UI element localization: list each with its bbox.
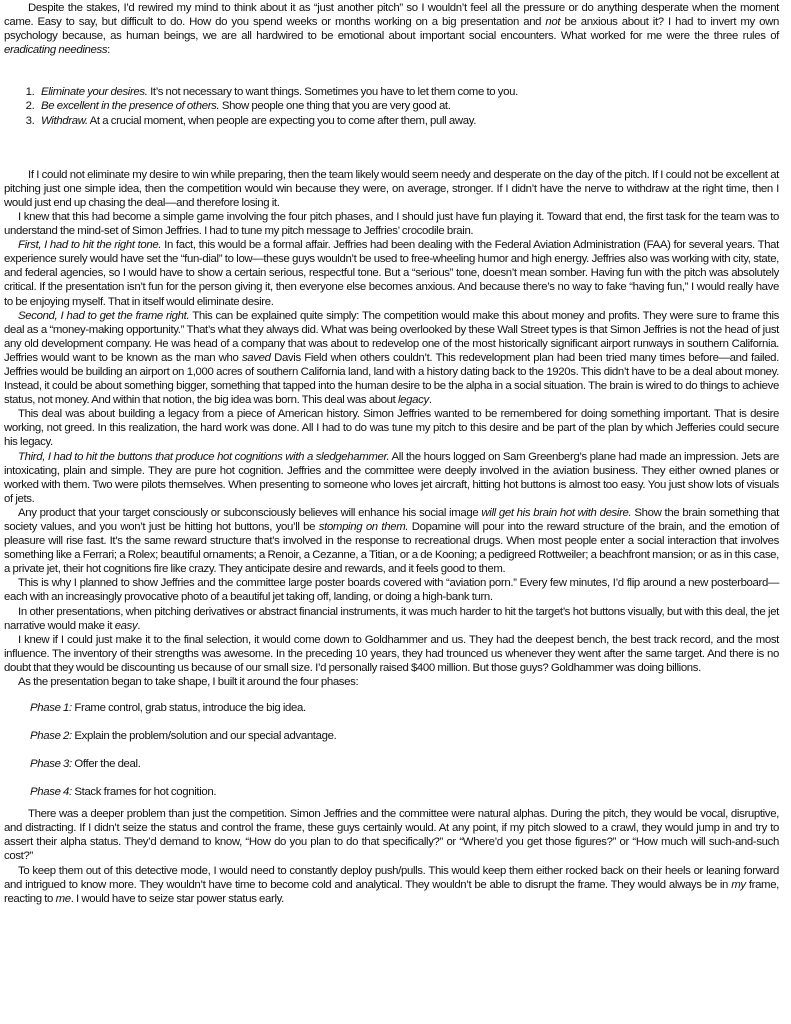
paragraph: I knew that this had become a simple game involving the four pitch phases, and I should just have fun playing it. Toward that end, the first task for the team was to understand the mind-set of Simon Jeffries. I had to tune my pitch message to Jeffries’ crocodile brain. bbox=[4, 210, 779, 238]
paragraph: Any product that your target consciously or subconsciously believes will enhance his social image will get his brain hot with desire. Show the brain something that society values, and you won’t just be hitting hot buttons, you’ll be stomping on them. Dopamine will pour into the reward structure of the brain, and the emotion of pleasure will rise fast. It’s the same reward structure that’s involved in the response to recreational drugs. When most people enter a social interaction that involves something like a Ferrari; a Rolex; beautiful ornaments; a Renoir, a Cezanne, a Titian, or a de Kooning; a pedigreed Rottweiler; a beachfront mansion; or as in this case, a private jet, their hot cognitions fire like crazy. They anticipate desire and rewards, and it feels good to them. bbox=[4, 506, 780, 576]
phase-item: Phase 3: Offer the deal. bbox=[30, 758, 141, 771]
paragraph: I knew if I could just make it to the final selection, it would come down to Goldhammer and us. They had the deepest bench, the best track record, and the most influence. The inventory of their strengths was awesome. In the preceding 10 years, they had trounced us whenever they went after the same target. And there is no doubt that they would be discounting us because of our small size. I’d personally raised $400 million. But those guys? Goldhammer was doing billions. bbox=[4, 633, 779, 674]
paragraph: This deal was about building a legacy from a piece of American history. Simon Jeffries wanted to be remembered for doing something important. That is desire working, not greed. In this realization, the hard work was done. All I had to do was tune my pitch to this desire and be part of the plan by which Jefferies could secure his legacy. bbox=[4, 408, 779, 449]
paragraph: Third, I had to hit the buttons that produce hot cognitions with a sledgehammer. All the hours logged on Sam Greenberg’s plane had made an impression. Jets are intoxicating, plain and simple. They are pure hot cognition. Jeffries and the committee were deeply involved in the aviation business. They either owned planes or worked with them. Two were pilots themselves. When presenting to someone who loves jet aircraft, hitting hot buttons is almost too easy. You just show lots of visuals of jets. bbox=[4, 450, 779, 505]
list-item: 1. Eliminate your desires. It’s not necessary to want things. Sometimes you have to let them come to you. bbox=[37, 85, 779, 99]
paragraph: As the presentation began to take shape, I built it around the four phases: bbox=[18, 676, 359, 689]
paragraph: In other presentations, when pitching derivatives or abstract financial instruments, it was much harder to hit the target’s hot buttons visually, but with this deal, the jet narrative would make it easy. bbox=[4, 605, 779, 632]
list-item: 3. Withdraw. At a crucial moment, when people are expecting you to come after them, pull away. bbox=[37, 114, 779, 128]
paragraph: There was a deeper problem than just the competition. Simon Jeffries and the committee were natural alphas. During the pitch, they would be vocal, disruptive, and distracting. If I didn’t seize the status and control the frame, these guys certainly would. At any point, if my pitch slowed to a crawl, they would jump in and try to assert their alpha status. They’d demand to know, “How do you plan to do that specifically?” or “Where’d you get those figures?” or “How much will such-and-such cost?” bbox=[4, 808, 779, 863]
spacer bbox=[4, 128, 779, 168]
list-item: 2. Be excellent in the presence of others. Show people one thing that you are very good at. bbox=[37, 99, 779, 113]
phase-item: Phase 1: Frame control, grab status, introduce the big idea. bbox=[30, 702, 306, 715]
spacer bbox=[4, 57, 779, 85]
intro-paragraph: Despite the stakes, I’d rewired my mind to think about it as “just another pitch” so I wouldn’t feel all the pressure or do anything desperate when the moment came. Easy to say, but difficult to do. How do you spend weeks or months working on a big presentation and not be anxious about it? I had to invert my own psychology because, as human beings, we are all hardwired to be emotional about important social encounters. What worked for me were the three rules of eradicating neediness: bbox=[4, 2, 779, 57]
paragraph: This is why I planned to show Jeffries and the committee large poster boards covered with “aviation porn.” Every few minutes, I’d flip around a new posterboard—each with an increasingly provocative photo of a beautiful jet taking off, landing, or doing a high-bank turn. bbox=[4, 577, 779, 604]
paragraph: To keep them out of this detective mode, I would need to constantly deploy push/pulls. This would keep them either rocked back on their heels or leaning forward and intrigued to know more. They wouldn’t have time to become cold and analytical. They wouldn’t be able to disrupt the frame. They would always be in my frame, reacting to me. I would have to seize star power status early. bbox=[4, 864, 779, 905]
paragraph: If I could not eliminate my desire to win while preparing, then the team likely would seem needy and desperate on the day of the pitch. If I could not be excellent at pitching just one simple idea, then the competition would win because they were, on average, stronger. If I didn’t have the nerve to withdraw at the right time, then I would just end up chasing the deal—and therefore losing it. bbox=[4, 168, 779, 209]
phase-item: Phase 4: Stack frames for hot cognition. bbox=[30, 786, 217, 799]
rules-list bbox=[4, 85, 779, 127]
phase-item: Phase 2: Explain the problem/solution and our special advantage. bbox=[30, 730, 337, 743]
paragraph: First, I had to hit the right tone. In fact, this would be a formal affair. Jeffries had been dealing with the Federal Aviation Administration (FAA) for several years. That experience surely would have set the “fun-dial” to low—these guys wouldn’t be used to free-wheeling humor and high energy. Jeffries also was working with city, state, and federal agencies, so I would have to show a certain serious, respectful tone. But a “serious” tone, doesn’t mean somber. Having fun with the pitch was absolutely critical. If the presentation isn’t fun for the person giving it, then everyone else becomes anxious. And because there’s no way to fake “having fun,” I would really have to be enjoying myself. That in itself would eliminate desire. bbox=[4, 239, 779, 308]
paragraph: Second, I had to get the frame right. This can be explained quite simply: The competition would make this about money and profits. They were sure to frame this deal as a “money-making opportunity.” That’s what they always did. What was being overlooked by these Wall Street types is that Simon Jeffries is not the head of just any old development company. He was head of a company that was about to redevelop one of the most historically significant airport runways in southern California. Jeffries would want to be known as the man who saved Davis Field when others couldn’t. This redevelopment plan had been tried many times before—and failed. Jeffries would be building an airport on 1,000 acres of southern California land, land with a history dating back to the 1920s. This didn’t have to be a deal about money. Instead, it could be about something bigger, something that tapped into the human desire to be the alpha in a social situation. The brain is wired to do things to achieve status, not money. And within that notion, the big idea was born. This deal was about legacy. bbox=[4, 309, 779, 407]
